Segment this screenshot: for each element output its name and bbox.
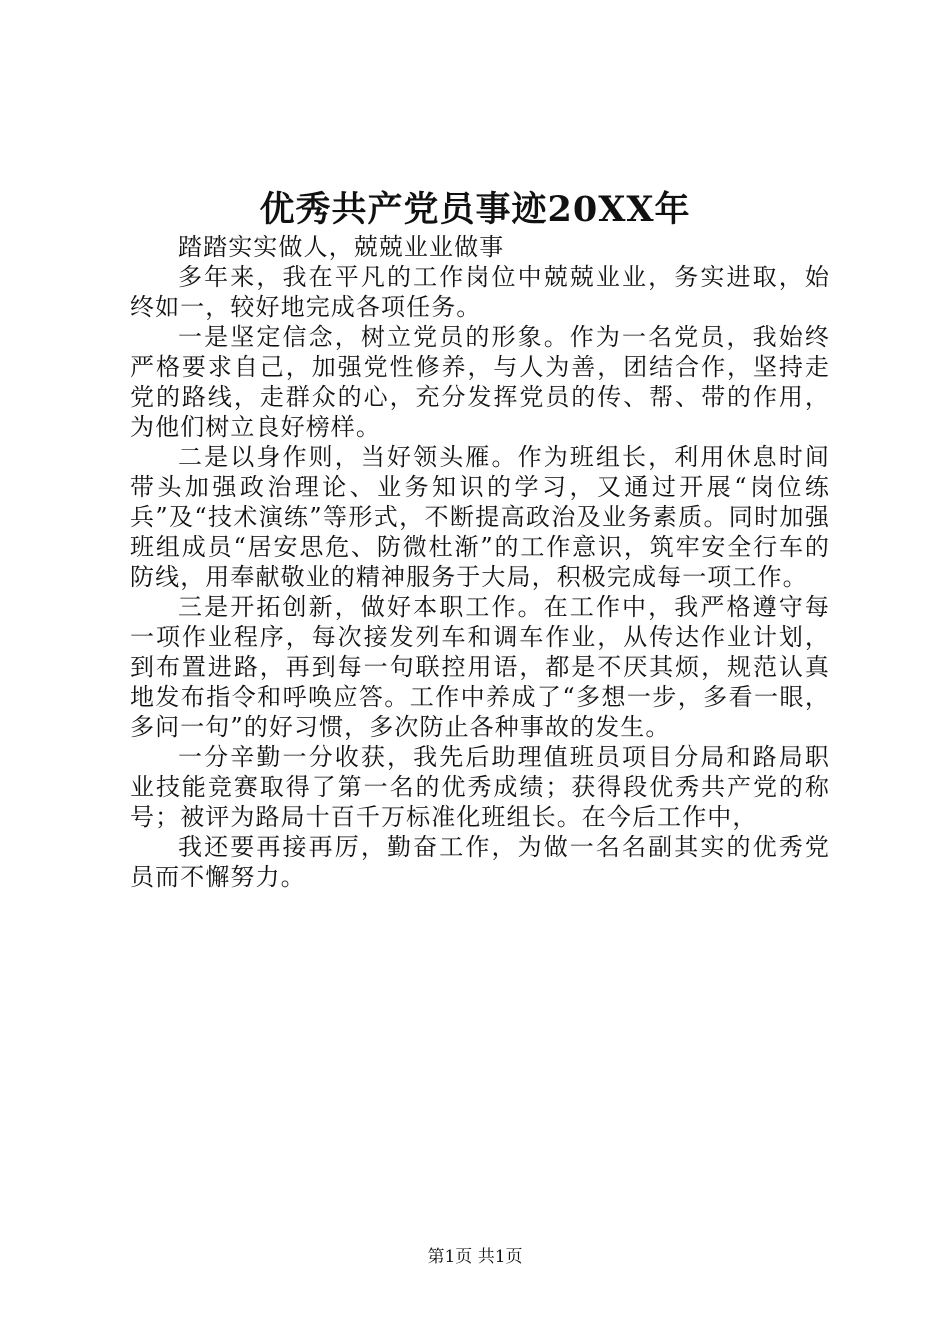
document-body [130, 232, 830, 892]
paragraph-intro: 多年来，我在平凡的工作岗位中兢兢业业，务实进取，始终如一，较好地完成各项任务。 [130, 263, 830, 321]
page-footer: 第1页 共1页 [427, 1247, 523, 1267]
paragraph-subtitle: 踏踏实实做人，兢兢业业做事 [178, 233, 505, 261]
paragraph-achievements: 一分辛勤一分收获，我先后助理值班员项目分局和路局职业技能竞赛取得了第一名的优秀成绩；获得段优秀共产党的称号；被评为路局十百千万标准化班组长。在今后工作中， [130, 743, 830, 831]
paragraph-point-one: 一是坚定信念，树立党员的形象。作为一名党员，我始终严格要求自己，加强党性修养，与人为善，团结合作，坚持走党的路线，走群众的心，充分发挥党员的传、帮、带的作用，为他们树立良好榜样。 [130, 323, 830, 441]
paragraph-point-two: 二是以身作则，当好领头雁。作为班组长，利用休息时间带头加强政治理论、业务知识的学习，又通过开展“岗位练兵”及“技术演练”等形式，不断提高政治及业务素质。同时加强班组成员“居安思危、防微杜渐”的工作意识，筑牢安全行车的防线，用奉献敬业的精神服务于大局，积极完成每一项工作。 [130, 443, 830, 591]
paragraph-conclusion: 我还要再接再厉，勤奋工作，为做一名名副其实的优秀党员而不懈努力。 [130, 833, 830, 891]
paragraph-point-three: 三是开拓创新，做好本职工作。在工作中，我严格遵守每一项作业程序，每次接发列车和调车作业，从传达作业计划，到布置进路，再到每一句联控用语，都是不厌其烦，规范认真地发布指令和呼唤应答。工作中养成了“多想一步，多看一眼，多问一句”的好习惯，多次防止各种事故的发生。 [130, 593, 830, 741]
document-title: 优秀共产党员事迹20XX年 [259, 189, 691, 230]
